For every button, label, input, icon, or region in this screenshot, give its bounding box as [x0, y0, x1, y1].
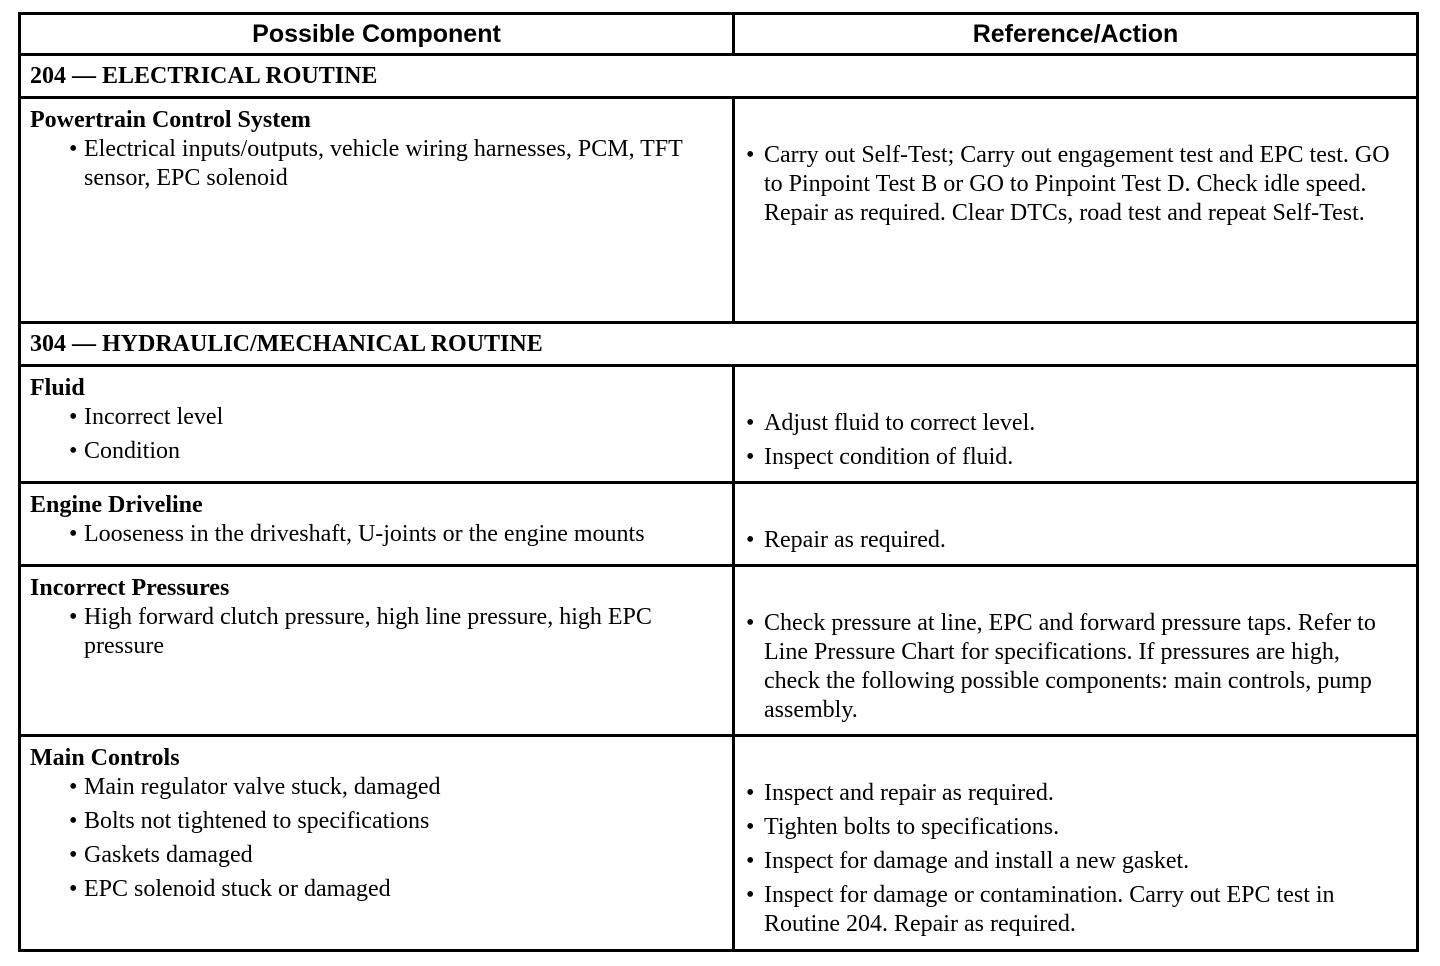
group-title: Main Controls	[30, 745, 180, 771]
list-item	[69, 875, 732, 904]
list-item	[746, 881, 1400, 939]
component-cell	[20, 366, 734, 483]
section-title-304: 304 — HYDRAULIC/MECHANICAL ROUTINE	[20, 323, 1418, 366]
list-item	[69, 841, 732, 870]
component-list	[21, 603, 732, 670]
list-item	[69, 437, 732, 466]
group-title: Incorrect Pressures	[30, 575, 230, 601]
section-title-204: 204 — ELECTRICAL ROUTINE	[20, 55, 1418, 98]
action-text: Repair as required.	[764, 527, 946, 553]
component-list	[21, 135, 732, 202]
component-list	[21, 403, 732, 475]
bullet-icon: •	[746, 882, 755, 908]
action-list	[735, 484, 1416, 564]
component-text: Bolts not tightened to specifications	[84, 808, 430, 834]
component-text: EPC solenoid stuck or damaged	[84, 876, 391, 902]
diagnostic-table-document	[18, 12, 1416, 952]
bullet-icon: •	[746, 444, 755, 470]
bullet-icon: •	[69, 521, 78, 547]
list-item	[69, 520, 732, 549]
action-text: Inspect condition of fluid.	[764, 444, 1014, 470]
component-cell	[20, 98, 734, 323]
list-item	[69, 807, 732, 836]
table-row	[20, 736, 1418, 951]
list-item	[746, 526, 1400, 555]
action-text: Inspect and repair as required.	[764, 780, 1054, 806]
action-list	[735, 567, 1416, 734]
bullet-icon: •	[746, 610, 755, 636]
group-title: Engine Driveline	[30, 492, 203, 518]
table-row	[20, 366, 1418, 483]
bullet-icon: •	[746, 780, 755, 806]
table-row	[20, 483, 1418, 566]
bullet-icon: •	[746, 142, 755, 168]
table-row	[20, 566, 1418, 736]
list-item	[746, 847, 1400, 876]
component-cell	[20, 483, 734, 566]
action-text: Adjust fluid to correct level.	[764, 410, 1036, 436]
action-list	[735, 99, 1416, 237]
action-cell	[734, 736, 1418, 951]
list-item	[69, 403, 732, 432]
header-reference-action: Reference/Action	[734, 14, 1418, 55]
component-text: Gaskets damaged	[84, 842, 253, 868]
action-cell	[734, 483, 1418, 566]
bullet-icon: •	[69, 876, 78, 902]
action-text: Inspect for damage and install a new gasket.	[764, 848, 1190, 874]
component-list	[21, 773, 732, 913]
bullet-icon: •	[69, 774, 78, 800]
list-item	[69, 603, 732, 661]
action-cell	[734, 366, 1418, 483]
bullet-icon: •	[746, 814, 755, 840]
list-item	[69, 773, 732, 802]
list-item	[69, 135, 732, 193]
action-text: Inspect for damage or contamination. Carry out EPC test in Routine 204. Repair as required.	[764, 882, 1335, 937]
group-title: Powertrain Control System	[30, 107, 311, 133]
bullet-icon: •	[746, 848, 755, 874]
bullet-icon: •	[69, 136, 78, 162]
header-row	[20, 14, 1418, 55]
component-cell	[20, 736, 734, 951]
list-item	[746, 141, 1400, 228]
action-text: Carry out Self-Test; Carry out engagement test and EPC test. GO to Pinpoint Test B or GO to Pinpoint Test D. Check idle speed. Repair as required. Clear DTCs, road test and repeat Self-Test.	[764, 142, 1390, 226]
action-text: Check pressure at line, EPC and forward pressure taps. Refer to Line Pressure Chart for specifications. If pressures are high, check the following possible components: main controls, pump assembly.	[764, 610, 1376, 723]
section-row	[20, 55, 1418, 98]
action-list	[735, 367, 1416, 481]
action-cell	[734, 566, 1418, 736]
list-item	[746, 409, 1400, 438]
bullet-icon: •	[69, 604, 78, 630]
list-item	[746, 609, 1400, 725]
bullet-icon: •	[69, 842, 78, 868]
header-possible-component: Possible Component	[20, 14, 734, 55]
section-row	[20, 323, 1418, 366]
component-text: Main regulator valve stuck, damaged	[84, 774, 441, 800]
bullet-icon: •	[69, 438, 78, 464]
action-list	[735, 737, 1416, 948]
group-title: Fluid	[30, 375, 85, 401]
bullet-icon: •	[69, 404, 78, 430]
diagnostic-table	[18, 12, 1419, 952]
list-item	[746, 813, 1400, 842]
component-text: Incorrect level	[84, 404, 224, 430]
list-item	[746, 779, 1400, 808]
bullet-icon: •	[746, 410, 755, 436]
table-row	[20, 98, 1418, 323]
bullet-icon: •	[746, 527, 755, 553]
component-text: Electrical inputs/outputs, vehicle wiring harnesses, PCM, TFT sensor, EPC solenoid	[84, 136, 683, 191]
list-item	[746, 443, 1400, 472]
component-text: High forward clutch pressure, high line pressure, high EPC pressure	[84, 604, 652, 659]
component-list	[21, 520, 732, 558]
action-text: Tighten bolts to specifications.	[764, 814, 1060, 840]
component-cell	[20, 566, 734, 736]
action-cell	[734, 98, 1418, 323]
component-text: Looseness in the driveshaft, U-joints or the engine mounts	[84, 521, 645, 547]
component-text: Condition	[84, 438, 181, 464]
bullet-icon: •	[69, 808, 78, 834]
